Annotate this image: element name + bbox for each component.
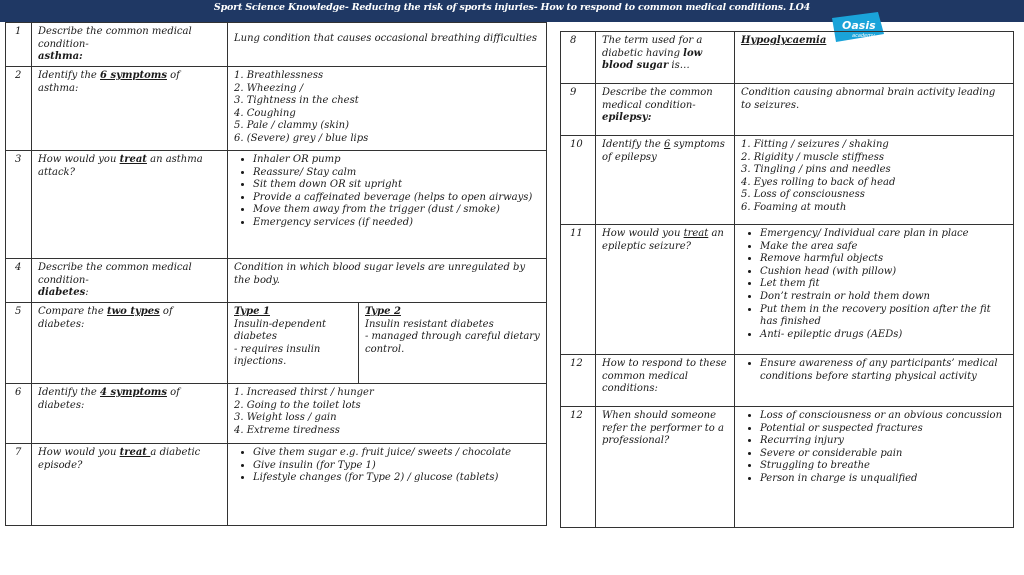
question-cell: How would you treat an epileptic seizure? [596,225,735,355]
answer-bullets [228,151,547,259]
question-cell: Describe the common medical condition- epilepsy: [596,84,735,136]
list-item: • Ensure awareness of any participants’ medical conditions before starting physical activity [760,358,1008,383]
row-number: 5 [6,303,32,384]
list-item: • Don’t restrain or hold them down [760,291,1008,304]
question-cell: Compare the two types of diabetes: [32,303,228,384]
table-row [561,84,1014,136]
table-row [6,259,547,303]
table-row [6,303,547,384]
list-item: • Struggling to breathe [760,460,1008,473]
diabetes-type-2: Type 2 Insulin resistant diabetes - managed through careful dietary control. [359,303,547,384]
table-row [6,384,547,444]
list-item: • Cushion head (with pillow) [760,266,1008,279]
row-number: 1 [6,23,32,67]
answer-bullets [228,444,547,526]
question-cell: Describe the common medical condition- diabetes: [32,259,228,303]
page-title: Sport Science Knowledge- Reducing the risk of sports injuries- How to respond to common medical conditions. LO4 [213,2,811,13]
list-item: • Loss of consciousness or an obvious concussion [760,410,1008,423]
list-item: • Inhaler OR pump [253,154,541,167]
list-item: • Move them away from the trigger (dust / smoke) [253,204,541,217]
diabetes-type-1: Type 1 Insulin-dependent diabetes - requires insulin injections. [228,303,359,384]
answer-bullets [735,225,1014,355]
list-item: • Give them sugar e.g. fruit juice/ sweets / chocolate [253,447,541,460]
table-row [561,407,1014,528]
row-number: 12 [561,407,596,528]
list-item: • Put them in the recovery position after the fit has finished [760,304,1008,329]
row-number: 12 [561,355,596,407]
answer-bullets [735,355,1014,407]
table-row [561,32,1014,84]
question-cell: Identify the 6 symptoms of asthma: [32,67,228,151]
table-row [6,444,547,526]
question-cell: When should someone refer the performer to a professional? [596,407,735,528]
logo-text: Oasis [842,19,876,32]
row-number: 4 [6,259,32,303]
question-cell: Identify the 4 symptoms of diabetes: [32,384,228,444]
answer-list: 1. Fitting / seizures / shaking 2. Rigidity / muscle stiffness 3. Tingling / pins and needles 4. Eyes rolling to back of head 5. Loss of consciousness 6. Foaming at mouth [735,136,1014,225]
row-number: 7 [6,444,32,526]
row-number: 8 [561,32,596,84]
list-item: • Sit them down OR sit upright [253,179,541,192]
table-row [561,225,1014,355]
list-item: • Person in charge is unqualified [760,473,1008,486]
question-cell: How to respond to these common medical conditions: [596,355,735,407]
answer-cell: Hypoglycaemia [735,32,1014,84]
answer-cell: Condition in which blood sugar levels are unregulated by the body. [228,259,547,303]
list-item: • Recurring injury [760,435,1008,448]
answer-list: 1. Breathlessness 2. Wheezing / 3. Tightness in the chest 4. Coughing 5. Pale / clammy (skin) 6. (Severe) grey / blue lips [228,67,547,151]
question-cell: How would you treat a diabetic episode? [32,444,228,526]
list-item: • Provide a caffeinated beverage (helps to open airways) [253,192,541,205]
row-number: 11 [561,225,596,355]
list-item: • Potential or suspected fractures [760,423,1008,436]
answer-bullets [735,407,1014,528]
answer-list: 1. Increased thirst / hunger 2. Going to the toilet lots 3. Weight loss / gain 4. Extreme tiredness [228,384,547,444]
table-row [561,355,1014,407]
table-row [6,151,547,259]
question-cell: Identify the 6 symptoms of epilepsy [596,136,735,225]
table-row [561,136,1014,225]
list-item: • Emergency services (if needed) [253,217,541,230]
right-table [560,31,1014,528]
table-row [6,67,547,151]
row-number: 2 [6,67,32,151]
answer-cell: Condition causing abnormal brain activity leading to seizures. [735,84,1014,136]
list-item: • Remove harmful objects [760,253,1008,266]
list-item: • Lifestyle changes (for Type 2) / glucose (tablets) [253,472,541,485]
question-cell: How would you treat an asthma attack? [32,151,228,259]
table-row [6,23,547,67]
answer-cell: Lung condition that causes occasional breathing difficulties [228,23,547,67]
question-cell: The term used for a diabetic having low blood sugar is… [596,32,735,84]
row-number: 3 [6,151,32,259]
row-number: 6 [6,384,32,444]
list-item: • Reassure/ Stay calm [253,167,541,180]
list-item: • Severe or considerable pain [760,448,1008,461]
question-cell: Describe the common medical condition- asthma: [32,23,228,67]
logo-subtext: academy [852,33,875,39]
list-item: • Make the area safe [760,241,1008,254]
row-number: 10 [561,136,596,225]
row-number: 9 [561,84,596,136]
list-item: • Emergency/ Individual care plan in place [760,228,1008,241]
list-item: • Let them fit [760,278,1008,291]
left-table [5,22,547,526]
list-item: • Anti- epileptic drugs (AEDs) [760,329,1008,342]
list-item: • Give insulin (for Type 1) [253,460,541,473]
